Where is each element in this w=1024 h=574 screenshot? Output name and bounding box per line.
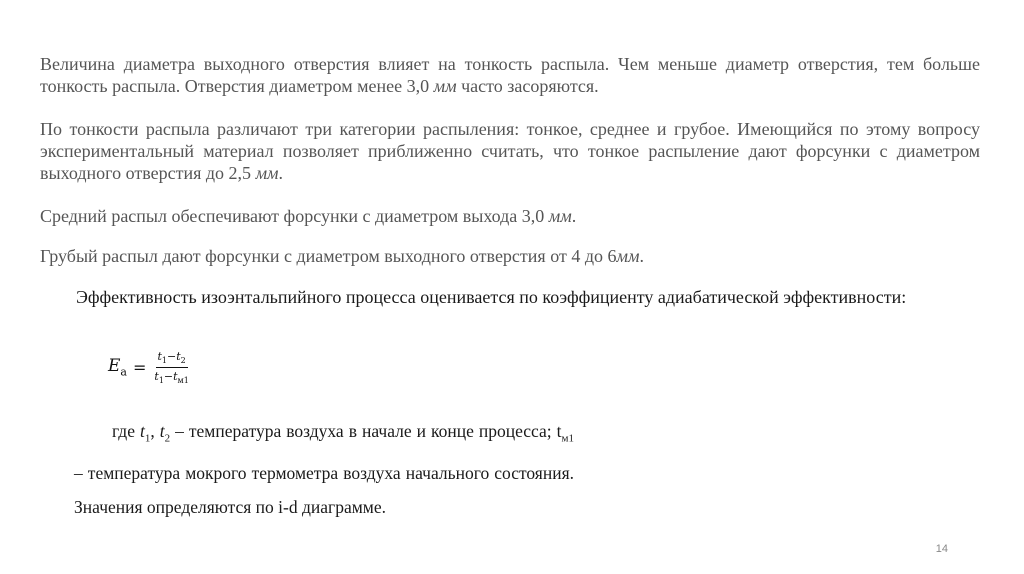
paragraph-coarse-spray: Грубый распыл дают форсунки с диаметром выходного отверстия от 4 до 6мм. (40, 246, 644, 266)
paragraph-nozzle-diameter: Величина диаметра выходного отверстия влияет на тонкость распыла. Чем меньше диаметр отверстия, тем больше тонкость распыла. Отверстия диаметром менее 3,0 мм часто засоряются. (40, 54, 980, 96)
efficiency-formula (108, 350, 191, 385)
formula-equals: = (132, 358, 147, 378)
formula-explanation: где $t_1$, $t_2$ – температура воздуха в начале и конце процесса; $t_{м1}$ – температура мокрого термометра воздуха начального состояния. Значения определяются по i-d диаграмме. (74, 421, 575, 517)
formula-numerator: $t_1-t_2$ (156, 350, 188, 368)
paragraph-efficiency-intro: Эффективность изоэнтальпийного процесса оценивается по коэффициенту адиабатической эффективности: (76, 287, 907, 307)
paragraph-spray-categories: По тонкости распыла различают три категории распыления: тонкое, среднее и грубое. Имеющийся по этому вопросу экспериментальный материал позволяет приближенно считать, что тонкое распыление дают форсунки с диаметром выходного отверстия до 2,5 мм. (40, 119, 980, 183)
formula-fraction (152, 350, 190, 385)
formula-denominator: $t_1-t_{м1}$ (154, 370, 189, 386)
paragraph-medium-spray: Средний распыл обеспечивают форсунки с диаметром выхода 3,0 мм. (40, 206, 577, 226)
formula-lhs: $E_а$ (108, 356, 127, 379)
page-number: 14 (935, 543, 948, 555)
